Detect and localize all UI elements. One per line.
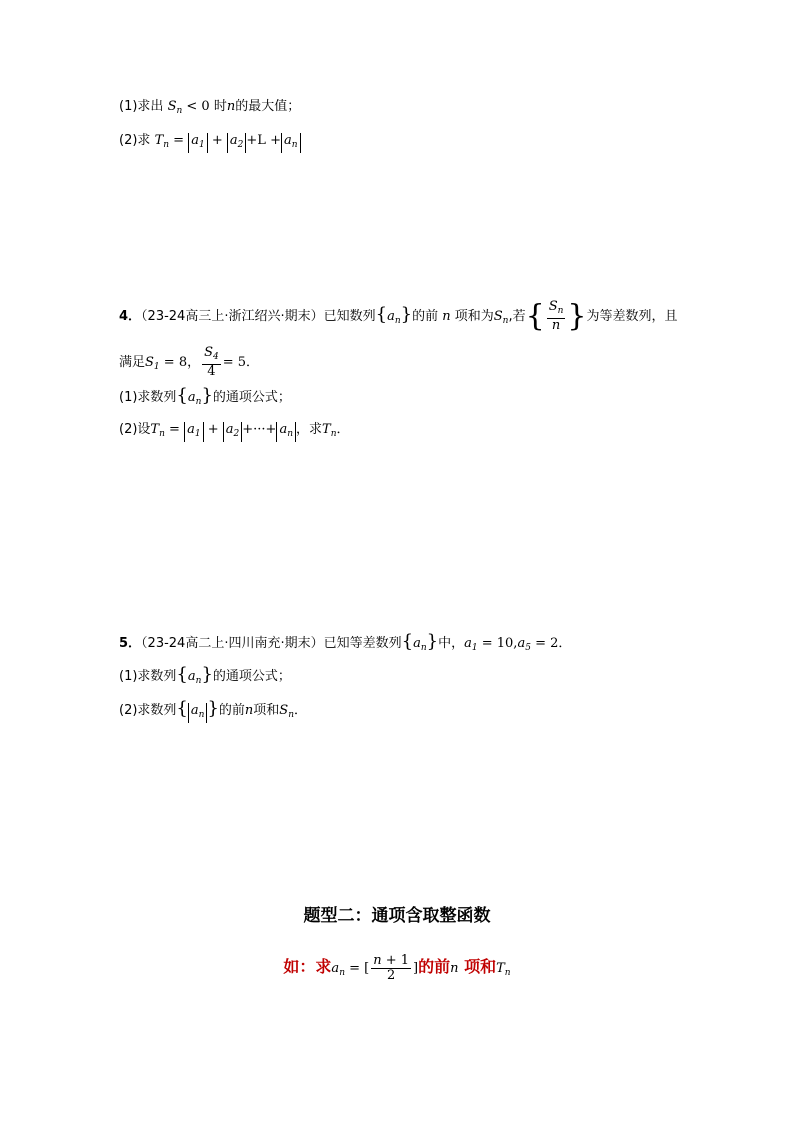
- q4-part1: (1)求数列$\{a_n\}$的通项公式；: [119, 385, 291, 407]
- section-title: 题型二：通项含取整函数: [303, 906, 491, 926]
- q5-part2: (2)求数列{ $a_n$ }的前n项和$S_n$．: [119, 699, 307, 725]
- math-sn-over-n: { $\frac{S_n}{n}$ }: [525, 298, 587, 334]
- math-tn-abs-sum: $T_n = a_1 + a_2 +L + a_n$: [155, 133, 301, 148]
- q5-stem: 5．（23-24高二上·四川南充·期末）已知等差数列$\{a_n\}$中，$a_1 = 10,a_5 = 2$．: [119, 631, 572, 653]
- math-floor-formula: $a_n$ = [ $\frac{n + 1}{2}$ ]: [331, 953, 419, 983]
- q4-condition: 满足$S_1 = 8$， $\frac{S_4}{4}$ = 5．: [119, 345, 260, 379]
- q4-stem: 4．（23-24高三上·浙江绍兴·期末）已知数列$\{a_n\}$的前 n 项和为$S_n$,若{ $\frac{S_n}{n}$ }为等差数列，且: [119, 298, 678, 334]
- q3-part1: (1)求出 $S_n < 0$ 时n的最大值；: [119, 99, 301, 116]
- math-sn-lt-zero: $S_n < 0$: [167, 99, 210, 116]
- q4-part2: (2)设$T_n = a_1 + a_2$ +···+ $a_n$ ，求$T_n$．: [119, 420, 350, 444]
- example-line: 如：求$a_n$ = [ $\frac{n + 1}{2}$ ]的前n 项和$T_n$: [283, 953, 511, 983]
- q3-part2: (2)求 $T_n = a_1 + a_2 +L + a_n$: [119, 131, 301, 155]
- q5-part1: (1)求数列$\{a_n\}$的通项公式；: [119, 664, 291, 686]
